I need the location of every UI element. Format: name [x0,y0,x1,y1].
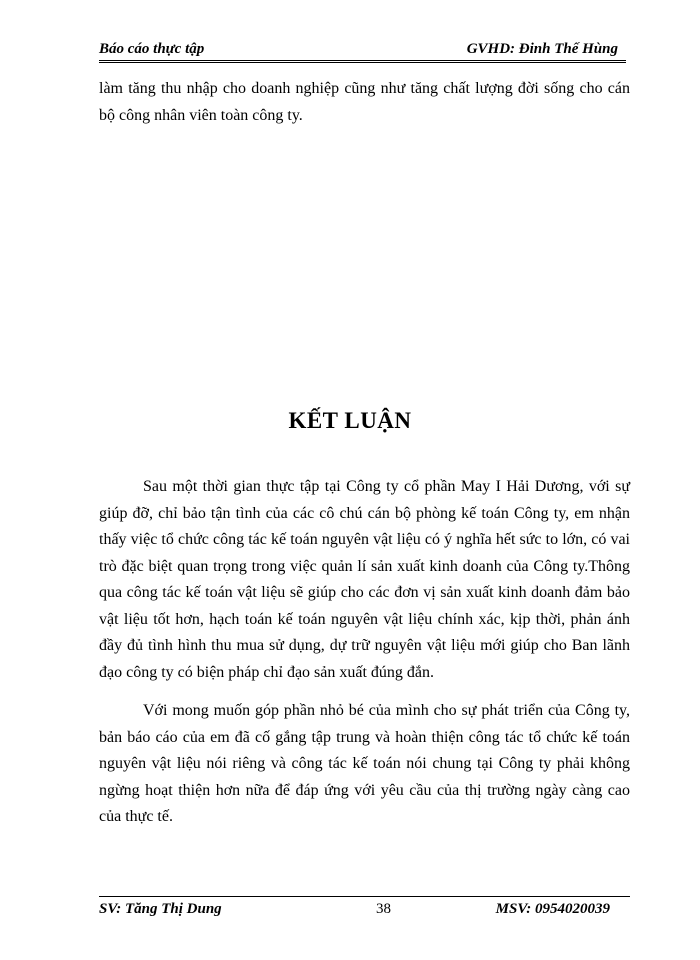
footer-page-number: 38 [376,901,391,917]
footer-student-id: MSV: 0954020039 [495,901,610,917]
page-header [99,38,626,63]
header-report-title: Báo cáo thực tập [99,41,205,57]
conclusion-paragraph-1: Sau một thời gian thực tập tại Công ty cổ phần May I Hải Dương, với sự giúp đỡ, chỉ bảo tận tình của các cô chú cán bộ phòng kế toán Công ty, em nhận thấy việc tổ chức công tác kế toán nguyên vật liệu có ý nghĩa hết sức to lớn, có vai trò đặc biệt quan trọng trong việc quản lí sản xuất kinh doanh của Công ty.Thông qua công tác kế toán vật liệu sẽ giúp cho các đơn vị sản xuất kinh doanh đảm bảo vật liệu tốt hơn, hạch toán kế toán nguyên vật liệu chính xác, kịp thời, phản ánh đầy đủ tình hình thu mua sử dụng, dự trữ nguyên vật liệu mới giúp cho Ban lãnh đạo công ty có biện pháp chỉ đạo sản xuất đúng đắn. [99,478,630,681]
footer-student-name: SV: Tăng Thị Dung [99,901,222,917]
header-supervisor: GVHD: Đinh Thế Hùng [466,41,618,57]
conclusion-paragraph-2: Với mong muốn góp phần nhỏ bé của mình cho sự phát triển của Công ty, bản báo cáo của em đã cố gắng tập trung và hoàn thiện công tác tổ chức kế toán nguyên vật liệu nói riêng và công tác kế toán nói chung tại Công ty phải không ngừng hoạt thiện hơn nữa để đáp ứng với yêu cầu của thị trường ngày càng cao của thực tế. [99,702,630,825]
continuation-paragraph: làm tăng thu nhập cho doanh nghiệp cũng như tăng chất lượng đời sống cho cán bộ công nhân viên toàn công ty. [99,80,630,124]
section-title: KẾT LUẬN [288,408,412,433]
page-footer [99,896,630,921]
